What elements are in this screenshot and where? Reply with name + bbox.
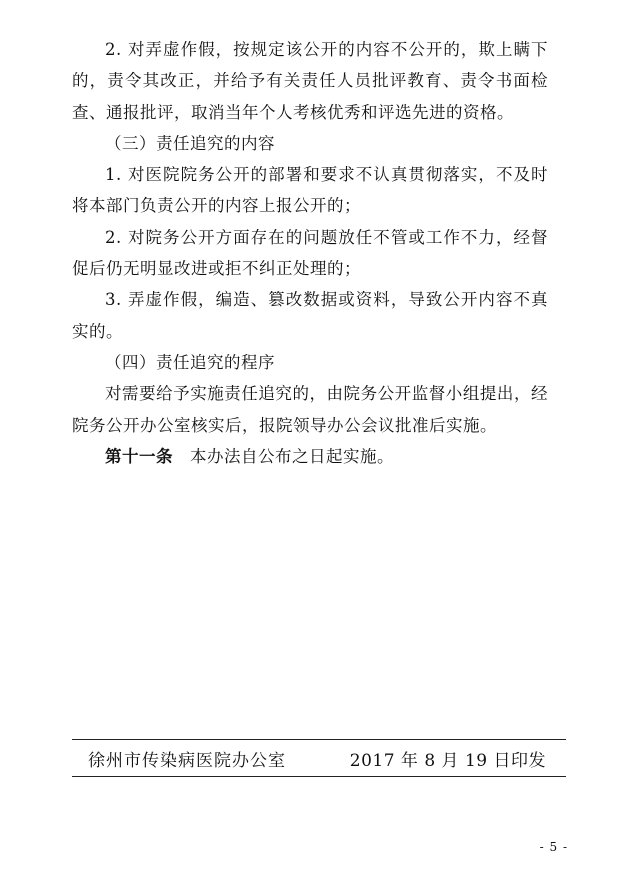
footer-bottom-rule [72, 776, 566, 777]
paragraph-content-item-3: 3. 弄虚作假，编造、篡改数据或资料，导致公开内容不真实的。 [72, 290, 548, 341]
footer-issuer: 徐州市传染病医院办公室 [88, 751, 286, 771]
article-eleven [72, 441, 548, 472]
footer-top-rule [72, 739, 566, 740]
footer-issue-date: 2017 年 8 月 19 日印发 [349, 751, 546, 771]
paragraph-content-item-2: 2. 对院务公开方面存在的问题放任不管或工作不力，经督促后仍无明显改进或拒不纠正处理的； [72, 227, 548, 279]
section-heading-accountability-content: （三）责任追究的内容 [105, 133, 275, 153]
section-heading-accountability-procedure: （四）责任追究的程序 [105, 352, 275, 372]
paragraph-content-item-1: 1. 对医院院务公开的部署和要求不认真贯彻落实，不及时将本部门负责公开的内容上报公开的； [72, 165, 548, 216]
paragraph-procedure: 对需要给予实施责任追究的，由院务公开监督小组提出，经院务公开办公室核实后，报院领导办公会议批准后实施。 [72, 384, 548, 435]
article-heading: 第十一条 [105, 446, 173, 466]
paragraph-falsification-penalty: 2. 对弄虚作假，按规定该公开的内容不公开的，欺上瞒下的，责令其改正，并给予有关责任人员批评教育、责令书面检查、通报批评，取消当年个人考核优秀和评选先进的资格。 [72, 40, 548, 122]
page-number: - 5 - [539, 840, 568, 854]
article-text: 本办法自公布之日起实施。 [173, 446, 394, 466]
body-text [72, 34, 548, 472]
